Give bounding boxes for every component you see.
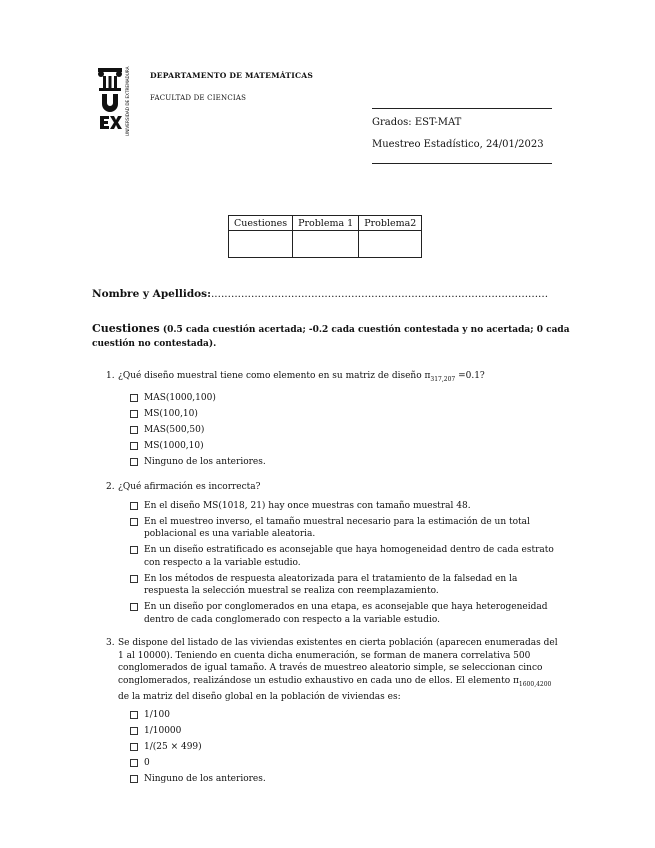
option[interactable]: 0 [106,757,558,770]
option[interactable]: En un diseño por conglomerados en una etapa, es aconsejable que haya heterogeneidad dentro de cada conglomerado con respecto a la variable estudio. [106,601,558,626]
options-list [106,392,558,469]
checkbox-icon[interactable] [130,711,138,719]
checkbox-icon[interactable] [130,743,138,751]
instructions-rule: (0.5 cada cuestión acertada; -0.2 cada cuestión contestada y no acertada; 0 cada cuestión no contestada). [92,325,570,349]
checkbox-icon[interactable] [130,727,138,735]
option[interactable]: 1/100 [106,709,558,722]
score-table [228,215,422,258]
student-name-label: Nombre y Apellidos: [92,288,211,300]
header-rule-top [372,108,552,109]
student-name-dots: ..................................................................................................... [210,288,549,300]
course-label: Muestreo Estadístico, 24/01/2023 [372,139,544,150]
checkbox-icon[interactable] [130,502,138,510]
score-cell-problema-2[interactable] [359,231,422,258]
score-cell-problema-1[interactable] [293,231,359,258]
university-logo [96,66,138,138]
checkbox-icon[interactable] [130,575,138,583]
question-text: Se dispone del listado de las viviendas existentes en cierta población (aparecen enumeradas del 1 al 10000). Teniendo en cuenta dicha enumeración, se forman de manera correlativa 500 conglomerados de igual tamaño. A través de muestreo aleatorio simple, se seleccionan cinco conglomerados, realizándose un estudio exhaustivo en cada uno de ellos. El elemento $\pi_{1600,4200}$ de la matriz del diseño global en la población de viviendas es: [118,638,558,702]
checkbox-icon[interactable] [130,518,138,526]
checkbox-icon[interactable] [130,394,138,402]
option[interactable]: MAS(500,50) [106,424,558,437]
checkbox-icon[interactable] [130,410,138,418]
checkbox-icon[interactable] [130,603,138,611]
question-3 [106,637,558,789]
score-cell-cuestiones[interactable] [229,231,293,258]
question-text: ¿Qué diseño muestral tiene como elemento en su matriz de diseño $\pi_{317,207} =0.1$? [118,371,485,383]
question-2 [106,481,558,630]
student-name-line[interactable] [92,288,548,300]
score-table-blank-row [229,231,422,258]
option[interactable]: Ninguno de los anteriores. [106,456,558,469]
option[interactable]: En los métodos de respuesta aleatorizada para el tratamiento de la falsedad en la respuesta la selección muestral se realiza con reemplazamiento. [106,573,558,598]
score-table-header-row [229,216,422,231]
options-list [106,709,558,786]
options-list [106,500,558,627]
option[interactable]: En el muestreo inverso, el tamaño muestral necesario para la estimación de un total poblacional es una variable aleatoria. [106,516,558,541]
checkbox-icon[interactable] [130,759,138,767]
option[interactable]: MAS(1000,100) [106,392,558,405]
question-number: 3. [106,638,115,648]
department-name: DEPARTAMENTO DE MATEMÁTICAS [150,71,314,80]
instructions [92,322,572,351]
score-header-cuestiones: Cuestiones [229,216,293,231]
option[interactable]: En un diseño estratificado es aconsejable que haya homogeneidad dentro de cada estrato con respecto a la variable estudio. [106,544,558,569]
option[interactable]: 1/10000 [106,725,558,738]
checkbox-icon[interactable] [130,458,138,466]
checkbox-icon[interactable] [130,546,138,554]
faculty-name: FACULTAD DE CIENCIAS [150,94,247,102]
question-text: ¿Qué afirmación es incorrecta? [118,482,261,492]
instructions-title: Cuestiones [92,322,160,335]
checkbox-icon[interactable] [130,426,138,434]
checkbox-icon[interactable] [130,442,138,450]
score-header-problema-1: Problema 1 [293,216,359,231]
logo-side-text: UNIVERSIDAD DE EXTREMADURA [125,66,130,136]
question-number: 2. [106,482,115,492]
option[interactable]: Ninguno de los anteriores. [106,773,558,786]
degree-label: Grados: EST-MAT [372,117,462,128]
question-number: 1. [106,371,115,381]
option[interactable]: 1/(25 × 499) [106,741,558,754]
header-rule-bottom [372,163,552,164]
question-1 [106,370,558,472]
checkbox-icon[interactable] [130,775,138,783]
option[interactable]: En el diseño MS(1018, 21) hay once muestras con tamaño muestral 48. [106,500,558,513]
option[interactable]: MS(100,10) [106,408,558,421]
option[interactable]: MS(1000,10) [106,440,558,453]
score-header-problema-2: Problema2 [359,216,422,231]
